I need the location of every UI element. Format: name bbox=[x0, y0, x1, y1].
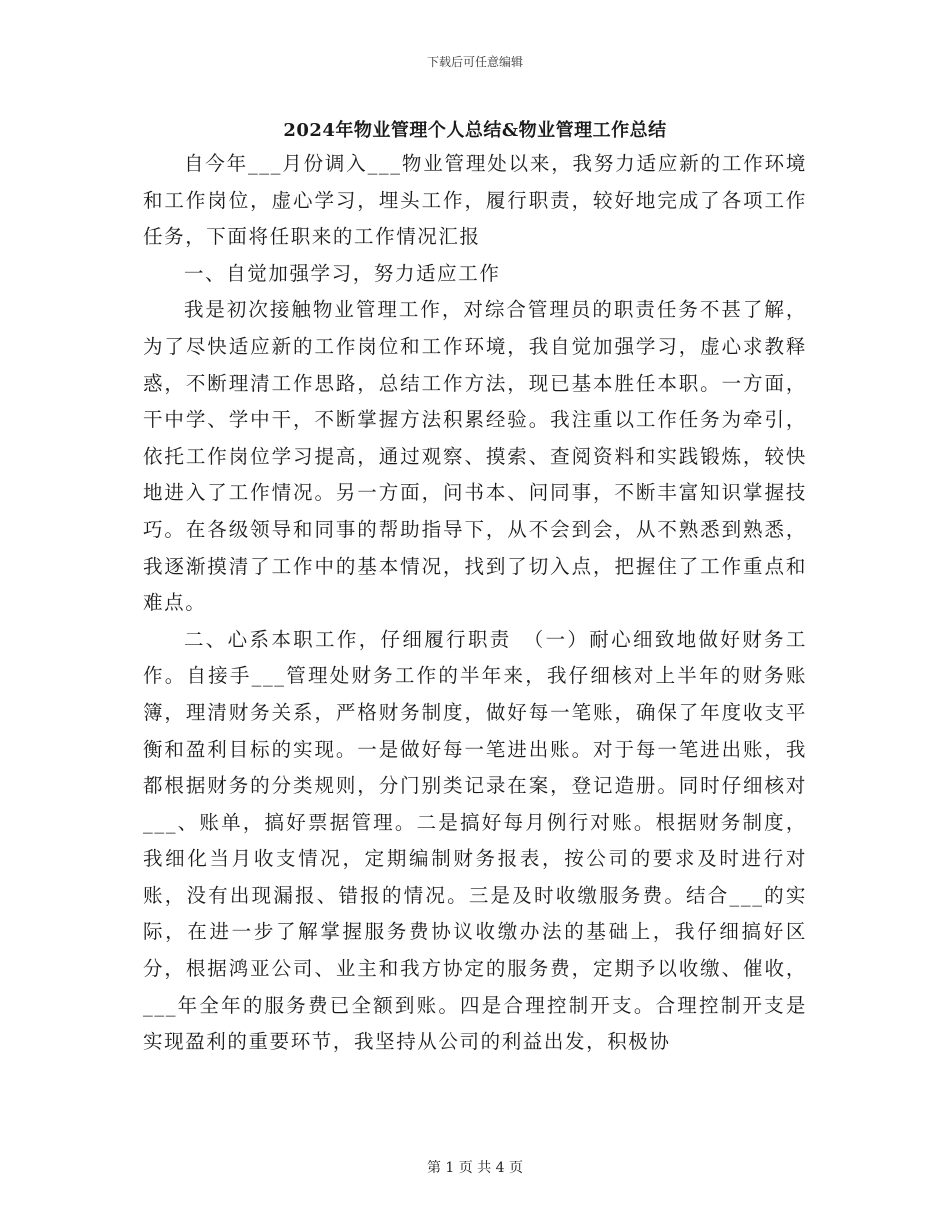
paragraph-intro: 自今年___月份调入___物业管理处以来，我努力适应新的工作环境和工作岗位，虚心学习，埋头工作，履行职责，较好地完成了各项工作任务，下面将任职来的工作情况汇报 bbox=[143, 152, 807, 249]
paragraph-section-2: 二、心系本职工作，仔细履行职责 （一）耐心细致地做好财务工作。自接手___管理处财务工作的半年来，我仔细核对上半年的财务账簿，理清财务关系，严格财务制度，做好每一笔账，确保了年度收支平衡和盈利目标的实现。一是做好每一笔进出账。对于每一笔进出账，我都根据财务的分类规则，分门别类记录在案，登记造册。同时仔细核对___、账单，搞好票据管理。二是搞好每月例行对账。根据财务制度，我细化当月收支情况，定期编制财务报表，按公司的要求及时进行对账，没有出现漏报、错报的情况。三是及时收缴服务费。结合___的实际，在进一步了解掌握服务费协议收缴办法的基础上，我仔细搞好区分，根据鸿亚公司、业主和我方协定的服务费，定期予以收缴、催收，___年全年的服务费已全额到账。四是合理控制开支。合理控制开支是实现盈利的重要环节，我坚持从公司的利益出发，积极协 bbox=[143, 627, 807, 1054]
paragraph-section-1: 我是初次接触物业管理工作，对综合管理员的职责任务不甚了解，为了尽快适应新的工作岗位和工作环境，我自觉加强学习，虚心求教释惑，不断理清工作思路，总结工作方法，现已基本胜任本职。一方面，干中学、学中干，不断掌握方法积累经验。我注重以工作任务为牵引，依托工作岗位学习提高，通过观察、摸索、查阅资料和实践锻炼，较快地进入了工作情况。另一方面，问书本、问同事，不断丰富知识掌握技巧。在各级领导和同事的帮助指导下，从不会到会，从不熟悉到熟悉，我逐渐摸清了工作中的基本情况，找到了切入点，把握住了工作重点和难点。 bbox=[143, 298, 807, 615]
document-title: 2024年物业管理个人总结&物业管理工作总结 bbox=[283, 120, 667, 141]
document-body bbox=[143, 146, 807, 1061]
section-heading-1: 一、自觉加强学习，努力适应工作 bbox=[183, 261, 501, 285]
page-number: 第 1 页 共 4 页 bbox=[426, 1160, 524, 1176]
header-note: 下载后可任意编辑 bbox=[426, 55, 523, 69]
